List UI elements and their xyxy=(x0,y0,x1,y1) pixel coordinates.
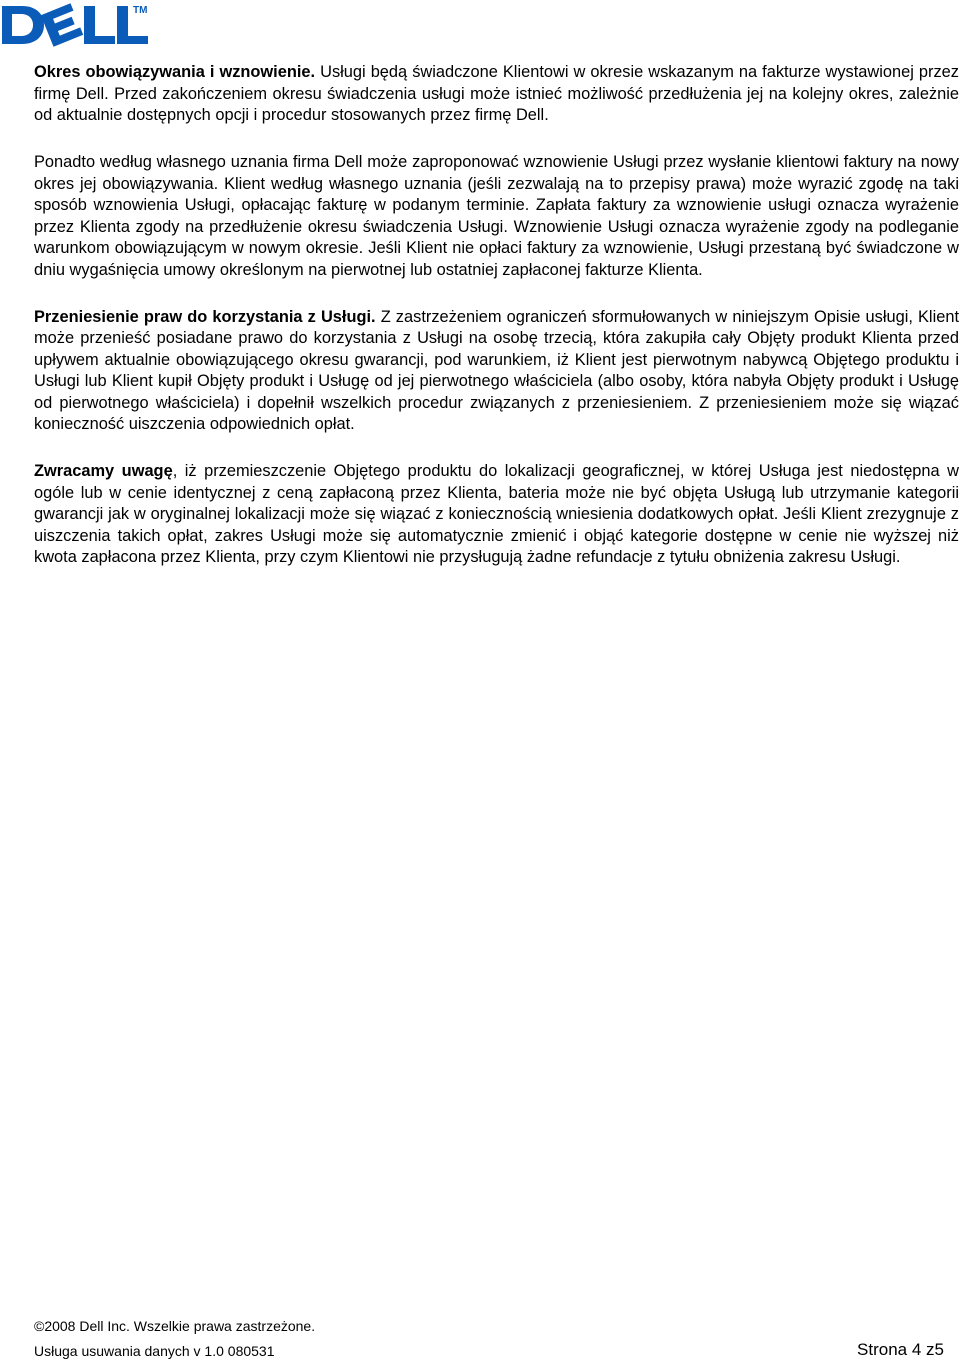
trademark-mark: TM xyxy=(133,5,148,16)
paragraph-text: Usługi będą świadczone Klientowi w okresie wskazanym na fakturze wystawionej przez firmę Dell. Przed zakończeniem okresu świadczenia usługi może istnieć możliwość przedłużenia jej na kolejny okres, zależnie od aktualnie dostępnych opcji i procedur stosowanych przez firmę Dell. xyxy=(34,63,959,124)
paragraph-heading: Przeniesienie praw do korzystania z Usługi. xyxy=(34,307,376,326)
paragraph-text: , iż przemieszczenie Objętego produktu do lokalizacji geograficznej, w której Usługa jest niedostępna w ogóle lub w cenie identycznej z ceną zapłaconą przez Klienta, bateria może nie być objęta Usługą lub utrzymanie kategorii gwarancji jak w oryginalnej lokalizacji może się wiązać z koniecznością wniesienia dodatkowych opłat. Jeśli Klient zrezygnuje z uiszczenia takich opłat, zakres Usługi może się automatycznie zmienić i objąć kategorie dostępne w cenie nie wyższej niż kwota zapłacona przez Klienta, przy czym Klientowi nie przysługują żadne refundacje z tytułu obniżenia zakresu Usługi. xyxy=(34,462,959,566)
footer-copyright: ©2008 Dell Inc. Wszelkie prawa zastrzeżone. xyxy=(34,1318,316,1334)
paragraph-transfer xyxy=(34,307,959,436)
paragraph-renewal xyxy=(34,62,959,127)
paragraph-notice xyxy=(34,461,959,569)
dell-logo xyxy=(0,0,160,50)
footer-service-line: Usługa usuwania danych v 1.0 080531 xyxy=(34,1343,275,1359)
paragraph-renewal-offer xyxy=(34,152,959,281)
paragraph-heading: Zwracamy uwagę xyxy=(34,462,173,480)
paragraph-text: Ponadto według własnego uznania firma Dell może zaproponować wznowienie Usługi przez wysłanie klientowi faktury na nowy okres jej obowiązywania. Klient według własnego uznania (jeśli zezwalają na to przepisy prawa) może wyrazić zgodę na taki sposób wznowienia Usługi, opłacając fakturę w podanym terminie. Zapłata faktury za wznowienie usługi oznacza wyrażenie przez Klienta zgody na przedłużenie okresu świadczenia Usługi. Wznowienie Usługi oznacza wyrażenie zgody na podleganie warunkom obowiązującym w nowym okresie. Jeśli Klient nie opłaci faktury za wznowienie, Usługi przestaną być świadczone w dniu wygaśnięcia umowy określonym na pierwotnej lub ostatniej zapłaconej fakturze Klienta. xyxy=(34,153,959,279)
paragraph-heading: Okres obowiązywania i wznowienie. xyxy=(34,63,316,81)
footer-page-number: Strona 4 z5 xyxy=(857,1340,944,1359)
document-body xyxy=(34,62,959,594)
paragraph-text: Z zastrzeżeniem ograniczeń sformułowanych w niniejszym Opisie usługi, Klient może przenieść posiadane prawo do korzystania z Usługi na osobę trzecią, która zakupiła cały Objęty produkt Klienta przed upływem aktualnie obowiązującego okresu gwarancji, pod warunkiem, iż Klient jest pierwotnym nabywcą Objętego produktu i Usługi lub Klient kupił Objęty produkt i Usługę od jej pierwotnego właściciela (albo osoby, która nabyła Objęty produkt i Usługę od pierwotnego właściciela) i dopełnił wszelkich procedur związanych z przeniesieniem. Z przeniesieniem może się wiązać konieczność uiszczenia odpowiednich opłat. xyxy=(34,307,959,433)
